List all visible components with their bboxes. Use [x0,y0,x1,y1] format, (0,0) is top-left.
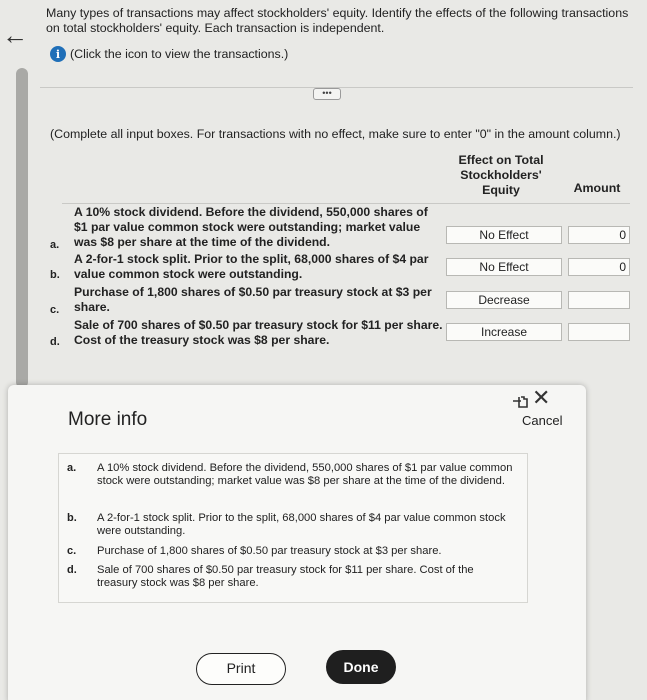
transactions-list [58,453,528,603]
item-letter: d. [67,564,77,576]
expand-more-button[interactable]: ••• [313,88,341,100]
scrollbar[interactable] [16,68,28,388]
table-row [50,206,630,252]
row-letter: b. [50,269,60,281]
row-description: A 10% stock dividend. Before the dividend, 550,000 shares of $1 par value common stock were outstanding; market value was $8 per share at the time of the dividend. [74,205,428,249]
info-icon[interactable]: i [50,46,66,62]
row-letter: c. [50,304,60,316]
cancel-button[interactable]: Cancel [522,413,563,428]
effect-select[interactable]: Decrease [446,291,562,309]
item-text: A 2-for-1 stock split. Prior to the split, 68,000 shares of $4 par value common stock were outstanding. [97,512,506,537]
table-row [50,285,630,317]
question-intro: Many types of transactions may affect stockholders' equity. Identify the effects of the following transactions on total stockholders' equity. Each transaction is independent. [46,6,629,35]
item-text: A 10% stock dividend. Before the dividend, 550,000 shares of $1 par value common stock were outstanding; market value was $8 per share at the time of the dividend. [97,462,513,487]
header-amount: Amount [573,181,621,195]
instructions: (Complete all input boxes. For transactions with no effect, make sure to enter "0" in the amount column.) [50,127,621,141]
header-effect: Effect on Total Stockholders' Equity [458,153,544,197]
amount-input[interactable] [568,323,630,341]
row-description: Sale of 700 shares of $0.50 par treasury stock for $11 per share. Cost of the treasury stock was $8 per share. [74,318,443,347]
hand-cursor-icon [511,389,533,411]
table-row [50,252,630,284]
info-link-text[interactable]: (Click the icon to view the transactions.) [70,47,289,61]
effect-select[interactable]: No Effect [446,226,562,244]
amount-input[interactable]: 0 [568,226,630,244]
item-text: Sale of 700 shares of $0.50 par treasury stock for $11 per share. Cost of the treasury stock was $8 per share. [97,564,474,589]
amount-input[interactable]: 0 [568,258,630,276]
row-description: A 2-for-1 stock split. Prior to the split, 68,000 shares of $4 par value common stock were outstanding. [74,252,429,281]
table-row [50,318,630,350]
row-description: Purchase of 1,800 shares of $0.50 par treasury stock at $3 per share. [74,285,432,314]
row-letter: a. [50,239,60,251]
back-arrow-icon[interactable]: ← [2,20,28,50]
item-text: Purchase of 1,800 shares of $0.50 par treasury stock at $3 per share. [97,545,442,557]
print-button[interactable]: Print [196,653,286,685]
effect-select[interactable]: Increase [446,323,562,341]
item-letter: b. [67,512,77,524]
more-info-modal [8,385,586,700]
item-letter: a. [67,462,77,474]
header-divider [62,203,630,204]
modal-title: More info [68,409,148,430]
amount-input[interactable] [568,291,630,309]
row-letter: d. [50,336,60,348]
close-icon[interactable]: ✕ [532,385,551,410]
info-link[interactable] [50,46,288,62]
effect-select[interactable]: No Effect [446,258,562,276]
item-letter: c. [67,545,77,557]
done-button[interactable]: Done [326,650,396,684]
